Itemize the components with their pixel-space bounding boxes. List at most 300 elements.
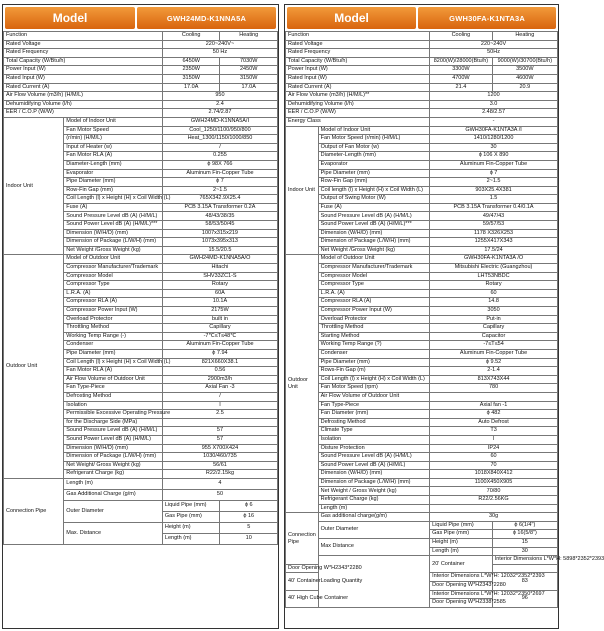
spec-value: 1030/460/735 bbox=[162, 453, 277, 462]
spec-value: 2~1.5 bbox=[162, 186, 277, 195]
spec-value: 7030W bbox=[220, 57, 278, 66]
spec-value: 821X660X38.1 bbox=[162, 358, 277, 367]
spec-value: 4 bbox=[162, 478, 277, 489]
spec-sublabel: Height (m) bbox=[162, 522, 220, 533]
spec-label: Dehumidifying Volume (l/h) bbox=[4, 100, 163, 109]
spec-label: Evaporator bbox=[318, 160, 430, 169]
spec-label: Rated Input (W) bbox=[286, 74, 430, 83]
spec-value: IP24 bbox=[430, 444, 558, 453]
spec-value: 30g bbox=[430, 513, 558, 522]
spec-value: Heat_1300/1150/1000/850 bbox=[162, 135, 277, 144]
spec-label: Refrigerant Charge (kg) bbox=[64, 470, 163, 479]
spec-sublabel: Height (m) bbox=[430, 539, 493, 548]
table-row bbox=[286, 470, 558, 479]
spec-value: 56/61 bbox=[162, 461, 277, 470]
table-row bbox=[4, 57, 278, 66]
spec-label: Model of Outdoor Unit bbox=[318, 255, 430, 264]
spec-label: Throttling Method bbox=[64, 324, 163, 333]
spec-value: 1255X417X343 bbox=[430, 238, 558, 247]
spec-value: 0.56 bbox=[162, 367, 277, 376]
table-row bbox=[286, 341, 558, 350]
table-row bbox=[286, 375, 558, 384]
spec-value: 48/43/38/35 bbox=[162, 212, 277, 221]
spec-label: Model of Indoor Unit bbox=[64, 117, 163, 126]
spec-label: Evaporator bbox=[64, 169, 163, 178]
table-row bbox=[286, 195, 558, 204]
section-label-text: Outdoor Unit bbox=[6, 363, 38, 370]
spec-value: 3500W bbox=[492, 66, 557, 75]
spec-label: Sound Pressure Level dB (A) (H/M/L) bbox=[318, 212, 430, 221]
spec-value: 6450W bbox=[162, 57, 220, 66]
table-row bbox=[286, 539, 558, 548]
spec-value: 30 bbox=[430, 143, 558, 152]
section-label bbox=[286, 126, 319, 255]
spec-value: 4700W bbox=[430, 74, 493, 83]
container-type: 20' Container bbox=[430, 556, 493, 573]
spec-label: Sound Power Level dB (A) (H/M/L) bbox=[318, 461, 430, 470]
spec-label: Throttling Method bbox=[318, 324, 430, 333]
spec-label: Output of Swing Motor (W) bbox=[318, 195, 430, 204]
table-row bbox=[286, 152, 558, 161]
table-row bbox=[286, 367, 558, 376]
spec-value: ϕ 106 X 890 bbox=[430, 152, 558, 161]
table-row bbox=[286, 169, 558, 178]
spec-value: Mitsubishi Electric (Guangzhou) bbox=[430, 264, 558, 273]
spec-label: Input of Heater (w) bbox=[64, 143, 163, 152]
spec-label: Starting Method bbox=[318, 332, 430, 341]
spec-value: ϕ 9.52 bbox=[430, 358, 558, 367]
spec-value: Aluminum Fin-Copper Tube bbox=[430, 349, 558, 358]
spec-value: 57 bbox=[162, 435, 277, 444]
section-label-text: Indoor Unit bbox=[288, 187, 315, 194]
spec-value: Heating bbox=[220, 32, 278, 41]
spec-label: Rated Voltage bbox=[4, 40, 163, 49]
spec-value: 2.48/2.57 bbox=[430, 109, 558, 118]
spec-label: Overload Protector bbox=[64, 315, 163, 324]
spec-value: 4600W bbox=[492, 74, 557, 83]
spec-label: Isolation bbox=[64, 401, 163, 410]
table-row bbox=[286, 478, 558, 487]
section-label-text: Outdoor Unit bbox=[288, 376, 308, 390]
spec-value: 1100X450X905 bbox=[430, 478, 558, 487]
spec-value: 950 bbox=[162, 92, 277, 101]
spec-value: 220~240V bbox=[430, 40, 558, 49]
table-row bbox=[286, 100, 558, 109]
spec-label: Dimension of Package (L/W/H) (mm) bbox=[64, 453, 163, 462]
spec-value: 10.1A bbox=[162, 298, 277, 307]
table-row bbox=[4, 92, 278, 101]
spec-value: 1200 bbox=[430, 92, 558, 101]
spec-label: Dehumidifying Volume (l/h) bbox=[286, 100, 430, 109]
spec-value: Rotary bbox=[430, 281, 558, 290]
spec-value: ϕ 7 bbox=[430, 169, 558, 178]
spec-label: Compressor Power Input (W) bbox=[64, 307, 163, 316]
model-label: Model bbox=[5, 7, 135, 29]
spec-value: 2.4 bbox=[162, 100, 277, 109]
table-row bbox=[286, 496, 558, 505]
spec-label: Total Capacity (W/Btu/h) bbox=[4, 57, 163, 66]
spec-label: Max Distance bbox=[318, 539, 430, 556]
spec-value: I bbox=[162, 401, 277, 410]
table-row bbox=[286, 281, 558, 290]
spec-label: Fan Motor Speed bbox=[64, 126, 163, 135]
spec-value: 15.5/20.5 bbox=[162, 246, 277, 255]
model-code: GWH30FA-K1NTA3A bbox=[418, 7, 556, 29]
spec-label: Sound Pressure Level dB (A) (H/M/L) bbox=[318, 453, 430, 462]
spec-value: built in bbox=[162, 315, 277, 324]
spec-value: Cooling bbox=[430, 32, 493, 41]
spec-value: 50Hz bbox=[430, 49, 558, 58]
spec-value: 2.74/2.87 bbox=[162, 109, 277, 118]
spec-value: 2~1.5 bbox=[430, 178, 558, 187]
spec-value: 220~240V~ bbox=[162, 40, 277, 49]
table-row bbox=[4, 49, 278, 58]
spec-label: Fan Type-Piece bbox=[318, 401, 430, 410]
spec-label: Fan Motor RLA (A) bbox=[64, 152, 163, 161]
table-row bbox=[286, 49, 558, 58]
table-row bbox=[286, 238, 558, 247]
table-row bbox=[286, 32, 558, 41]
container-type: 40' High Cube Container bbox=[286, 590, 319, 607]
spec-value: 49/47/43 bbox=[430, 212, 558, 221]
spec-value: ϕ 6 bbox=[220, 500, 278, 511]
spec-label: Pipe Diameter (mm) bbox=[64, 178, 163, 187]
spec-label: EER / C.O.P (W/W) bbox=[4, 109, 163, 118]
spec-label: Fuse (A) bbox=[64, 203, 163, 212]
table-row bbox=[286, 401, 558, 410]
spec-value: Heating bbox=[492, 32, 557, 41]
spec-label: Model of Indoor Unit bbox=[318, 126, 430, 135]
section-label bbox=[4, 117, 64, 255]
spec-label: Dimension (W/H/D) (mm) bbox=[318, 229, 430, 238]
spec-label: Pipe Diameter (mm) bbox=[318, 169, 430, 178]
table-row bbox=[4, 109, 278, 118]
spec-value: Capacitor bbox=[430, 332, 558, 341]
spec-header bbox=[3, 5, 278, 31]
spec-value: 59/57/53 bbox=[430, 221, 558, 230]
spec-label: Dimension (W/H/D) (mm) bbox=[318, 470, 430, 479]
spec-value: 1018X840X412 bbox=[430, 470, 558, 479]
spec-label: Fan Type-Piece bbox=[64, 384, 163, 393]
table-row bbox=[286, 435, 558, 444]
table-row bbox=[4, 100, 278, 109]
spec-sublabel: Liquid Pipe (mm) bbox=[162, 500, 220, 511]
spec-label: Row-Fin Gap (mm) bbox=[318, 178, 430, 187]
table-row bbox=[286, 504, 558, 513]
spec-value: 3300W bbox=[430, 66, 493, 75]
spec-label: Rated Current (A) bbox=[4, 83, 163, 92]
spec-label: Compressor Power Input (W) bbox=[318, 307, 430, 316]
spec-value: ϕ 6(1/4") bbox=[492, 521, 557, 530]
table-row bbox=[286, 83, 558, 92]
spec-label: Working Temp Range (-) bbox=[64, 332, 163, 341]
spec-value: GWH30FA-K1NTA3A /O bbox=[430, 255, 558, 264]
spec-value: Axial fan -1 bbox=[430, 401, 558, 410]
spec-label: Condenser bbox=[318, 349, 430, 358]
spec-label: Dimension of Package (L/W/H) (mm) bbox=[318, 238, 430, 247]
table-row bbox=[286, 332, 558, 341]
table-row bbox=[286, 384, 558, 393]
spec-value: LHT53NBDC bbox=[430, 272, 558, 281]
section-label bbox=[4, 255, 64, 478]
spec-label: Sound Pressure Level dB (A) (H/M/L) bbox=[64, 212, 163, 221]
spec-value: 17.5/24 bbox=[430, 246, 558, 255]
spec-label: Model of Outdoor Unit bbox=[64, 255, 163, 264]
spec-value: 21.4 bbox=[430, 83, 493, 92]
spec-value: 765X342.9X25.4 bbox=[162, 195, 277, 204]
spec-label: Output of Fan Motor (w) bbox=[318, 143, 430, 152]
table-row bbox=[286, 487, 558, 496]
spec-label: Row-Fin Gap (mm) bbox=[64, 186, 163, 195]
spec-value: SHV33ZC1-S bbox=[162, 272, 277, 281]
spec-label: Fuse (A) bbox=[318, 203, 430, 212]
table-row bbox=[286, 135, 558, 144]
table-row bbox=[286, 143, 558, 152]
spec-value: 70/80 bbox=[430, 487, 558, 496]
spec-label: Compressor Manufacturer/Trademark bbox=[318, 264, 430, 273]
spec-value: Capillary bbox=[430, 324, 558, 333]
spec-label: Diameter-Length (mm) bbox=[64, 160, 163, 169]
container-door-opening: Door Opening W*H2343*2280 bbox=[286, 564, 319, 573]
spec-label: Length (m) bbox=[64, 478, 163, 489]
table-row bbox=[286, 444, 558, 453]
spec-label: Pipe Diameter (mm) bbox=[318, 358, 430, 367]
spec-value: 2450W bbox=[220, 66, 278, 75]
spec-value: Aluminum Fin-Copper Tube bbox=[162, 341, 277, 350]
section-label-text: Loading Quantity bbox=[320, 578, 363, 585]
spec-label: Dimension of Package (L/W/H) (mm) bbox=[64, 238, 163, 247]
spec-value: PCB 3.15A Transformer 0.2A bbox=[162, 203, 277, 212]
spec-label: Length (m) bbox=[318, 504, 430, 513]
spec-value: 8200(W)/28000(Btu/h) bbox=[430, 57, 493, 66]
spec-label: Rated Current (A) bbox=[286, 83, 430, 92]
table-row bbox=[286, 289, 558, 298]
table-row bbox=[286, 410, 558, 419]
spec-label: Sound Power Level dB (A) (H/M/L)*** bbox=[64, 221, 163, 230]
spec-value: 14.8 bbox=[430, 298, 558, 307]
spec-label: Rated Frequency bbox=[4, 49, 163, 58]
spec-label: Rows-Fin Gap (m) bbox=[318, 367, 430, 376]
spec-label: Fan Diameter (mm) bbox=[318, 410, 430, 419]
section-label bbox=[286, 513, 319, 565]
spec-label: Air Flow Volume of Outdoor Unit bbox=[64, 375, 163, 384]
spec-label: Condenser bbox=[64, 341, 163, 350]
spec-label: Compressor Type bbox=[64, 281, 163, 290]
spec-sublabel: Length (m) bbox=[430, 547, 493, 556]
spec-value: T3 bbox=[430, 427, 558, 436]
spec-value: - bbox=[430, 117, 558, 126]
spec-label: Compressor Manufacturer/Trademark bbox=[64, 264, 163, 273]
spec-value: PCB 3.15A Transformer 0.4/0.1A bbox=[430, 203, 558, 212]
spec-value: 780 bbox=[430, 384, 558, 393]
table-row bbox=[286, 178, 558, 187]
spec-label: EER / C.O.P (W/W) bbox=[286, 109, 430, 118]
table-row bbox=[286, 109, 558, 118]
spec-table bbox=[3, 31, 278, 545]
spec-sheet-right bbox=[284, 4, 604, 629]
spec-value: / bbox=[162, 392, 277, 401]
table-row bbox=[4, 255, 278, 264]
spec-value: ϕ 98X 766 bbox=[162, 160, 277, 169]
spec-value: 3.0 bbox=[430, 100, 558, 109]
spec-value: 10 bbox=[220, 533, 278, 544]
spec-label: Diameter-Length (mm) bbox=[318, 152, 430, 161]
spec-value bbox=[430, 504, 558, 513]
spec-label: Function bbox=[286, 32, 430, 41]
table-row bbox=[286, 40, 558, 49]
section-label-text: Connection Pipe bbox=[6, 507, 47, 514]
spec-value: R22/2.15kg bbox=[162, 470, 277, 479]
table-row bbox=[286, 349, 558, 358]
container-type: 40' Container bbox=[286, 573, 319, 590]
spec-value: 50 Hz bbox=[162, 49, 277, 58]
spec-label: Outer Diameter bbox=[318, 521, 430, 538]
spec-header bbox=[285, 5, 558, 31]
spec-label: Air Flow Volume (m3/h) (H/M/L) bbox=[4, 92, 163, 101]
model-label: Model bbox=[287, 7, 416, 29]
spec-value: Aluminum Fin-Copper Tube bbox=[162, 169, 277, 178]
spec-value: 3150W bbox=[220, 74, 278, 83]
spec-value: 30 bbox=[492, 547, 557, 556]
spec-value bbox=[430, 392, 558, 401]
table-row bbox=[4, 117, 278, 126]
spec-sublabel: Length (m) bbox=[162, 533, 220, 544]
section-label-text: Indoor Unit bbox=[6, 182, 33, 189]
table-row bbox=[286, 264, 558, 273]
table-row bbox=[286, 418, 558, 427]
spec-value: 5 bbox=[220, 522, 278, 533]
table-row bbox=[286, 92, 558, 101]
spec-label: Coil Length (l) x Height (H) x Coil Width (L) bbox=[318, 375, 430, 384]
table-row bbox=[4, 478, 278, 489]
spec-value: GWH24MD-K1NNA5A/O bbox=[162, 255, 277, 264]
container-quantity: 96 bbox=[492, 590, 557, 607]
spec-value: 0.255 bbox=[162, 152, 277, 161]
table-row bbox=[286, 358, 558, 367]
spec-label: Function bbox=[4, 32, 163, 41]
spec-label: Overload Protector bbox=[318, 315, 430, 324]
spec-label: L.R.A. (A) bbox=[318, 289, 430, 298]
spec-label: Power Input (W) bbox=[4, 66, 163, 75]
spec-label: Outer Diameter bbox=[64, 500, 163, 522]
spec-value: Capillary bbox=[162, 324, 277, 333]
spec-label: (r/min) (H/M/L) bbox=[64, 135, 163, 144]
spec-label: Working Temp Range (?) bbox=[318, 341, 430, 350]
spec-value: Put-in bbox=[430, 315, 558, 324]
table-row bbox=[4, 74, 278, 83]
table-row bbox=[286, 74, 558, 83]
table-row bbox=[4, 66, 278, 75]
container-door-opening: Door Opening W*H2338*2585 bbox=[430, 599, 493, 608]
container-quantity: 83 bbox=[492, 573, 557, 590]
table-row bbox=[286, 461, 558, 470]
spec-label: Refrigerant Charge (kg) bbox=[318, 496, 430, 505]
spec-value: Rotary bbox=[162, 281, 277, 290]
spec-label: Isolation bbox=[318, 435, 430, 444]
spec-label: Oisture Protection bbox=[318, 444, 430, 453]
spec-value: 20.9 bbox=[492, 83, 557, 92]
spec-label: Energy Class bbox=[286, 117, 430, 126]
spec-value: 2175W bbox=[162, 307, 277, 316]
spec-label: Rated Input (W) bbox=[4, 74, 163, 83]
spec-label: for the Discharge Side (MPa) bbox=[64, 418, 163, 427]
spec-value: ϕ 16(5/8") bbox=[492, 530, 557, 539]
table-row bbox=[286, 272, 558, 281]
spec-value bbox=[162, 418, 277, 427]
spec-value: I bbox=[430, 435, 558, 444]
spec-value: 1410/1280/1200 bbox=[430, 135, 558, 144]
spec-value: 1073x395x313 bbox=[162, 238, 277, 247]
table-row bbox=[4, 32, 278, 41]
spec-label: Compressor Model bbox=[64, 272, 163, 281]
table-row bbox=[4, 40, 278, 49]
spec-value: 3050 bbox=[430, 307, 558, 316]
spec-value: 70 bbox=[430, 461, 558, 470]
table-row bbox=[286, 160, 558, 169]
spec-label: Max. Distance bbox=[64, 522, 163, 544]
table-row bbox=[286, 315, 558, 324]
table-row bbox=[286, 427, 558, 436]
spec-value: 1007x315x219 bbox=[162, 229, 277, 238]
table-row bbox=[286, 117, 558, 126]
spec-label: Pipe Diameter (mm) bbox=[64, 349, 163, 358]
spec-value: ϕ 16 bbox=[220, 511, 278, 522]
spec-label: Coil Length (l) x Height (H) x Coil Width (L) bbox=[64, 195, 163, 204]
spec-value: ϕ 7 bbox=[162, 178, 277, 187]
spec-label: Fan Motor Speed (r/min) (H/M/L) bbox=[318, 135, 430, 144]
spec-label: Permissible Excessive Operating Pressure bbox=[64, 410, 163, 419]
spec-value: 955 X700X424 bbox=[162, 444, 277, 453]
spec-value: 1.5 bbox=[430, 195, 558, 204]
table-row bbox=[286, 246, 558, 255]
table-row bbox=[286, 126, 558, 135]
section-label-text: Connection Pipe bbox=[288, 531, 316, 545]
table-row bbox=[286, 521, 558, 530]
table-row bbox=[4, 83, 278, 92]
section-label bbox=[4, 478, 64, 544]
spec-value: Aluminum Fin-Copper Tube bbox=[430, 160, 558, 169]
spec-value: 60 bbox=[430, 289, 558, 298]
spec-label: Gas Additional Charge (g/m) bbox=[64, 489, 163, 500]
spec-label: Net Weight /Gross Weight (kg) bbox=[318, 246, 430, 255]
spec-label: Sound Pressure Level dB (A) (H/M/L) bbox=[64, 427, 163, 436]
container-dimensions: Interior Dimensions L*W*H: 5898*2352*2393 bbox=[492, 556, 557, 565]
spec-value: 50 bbox=[162, 489, 277, 500]
spec-label: Net Weight /Gross Weight (kg) bbox=[64, 246, 163, 255]
spec-value: Auto Defrost bbox=[430, 418, 558, 427]
spec-label: Compressor Type bbox=[318, 281, 430, 290]
spec-label: Power Input (W) bbox=[286, 66, 430, 75]
spec-value: ϕ 482 bbox=[430, 410, 558, 419]
spec-value: Hitachi bbox=[162, 264, 277, 273]
table-row bbox=[286, 513, 558, 522]
spec-value: 813X743X44 bbox=[430, 375, 558, 384]
spec-value: -7℃≤T≤48℃ bbox=[162, 332, 277, 341]
spec-value: 3150W bbox=[162, 74, 220, 83]
spec-label: Rated Frequency bbox=[286, 49, 430, 58]
container-door-opening: Door Opening W*H2343*2280 bbox=[430, 582, 493, 591]
spec-sublabel: Liquid Pipe (mm) bbox=[430, 521, 493, 530]
spec-value: Cool_1250/1100/950/800 bbox=[162, 126, 277, 135]
spec-value: R22/2.56KG bbox=[430, 496, 558, 505]
spec-label: Compressor RLA (A) bbox=[64, 298, 163, 307]
table-row bbox=[286, 392, 558, 401]
spec-value: 2-1.4 bbox=[430, 367, 558, 376]
spec-value: 17.0A bbox=[162, 83, 220, 92]
spec-label: Dimension (W/H/D) (mm) bbox=[64, 229, 163, 238]
container-dimensions: Interior Dimensions L*W*H: 12032*2350*2697 bbox=[430, 590, 493, 599]
spec-value: 17.0A bbox=[220, 83, 278, 92]
